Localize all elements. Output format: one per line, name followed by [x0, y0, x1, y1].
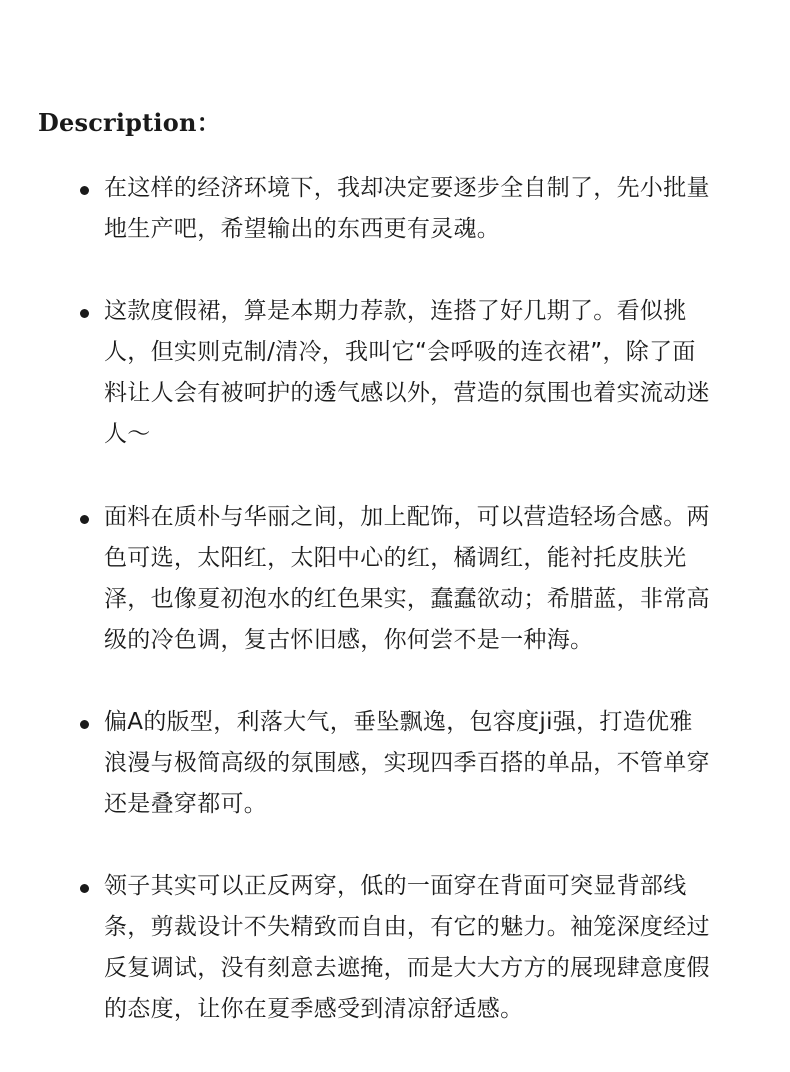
description-heading-label: Description	[38, 108, 197, 137]
bullet-icon	[80, 720, 89, 729]
list-item-text: 面料在质朴与华丽之间，加上配饰，可以营造轻场合感。两色可选，太阳红，太阳中心的红，橘调红，能衬托皮肤光泽，也像夏初泡水的红色果实，蠢蠢欲动；希腊蓝，非常高级的冷色调，复古怀旧感，你何尝不是一种海。	[104, 504, 710, 653]
description-heading-colon: ：	[196, 108, 221, 137]
bullet-icon	[80, 515, 89, 524]
bullet-icon	[80, 884, 89, 893]
list-item-text: 领子其实可以正反两穿，低的一面穿在背面可突显背部线条，剪裁设计不失精致而自由，有它的魅力。袖笼深度经过反复调试，没有刻意去遮掩，而是大大方方的展现肆意度假的态度，让你在夏季感受到清凉舒适感。	[104, 873, 710, 1022]
bullet-icon	[80, 309, 89, 318]
list-item-text: 偏A的版型，利落大气，垂坠飘逸，包容度ji强，打造优雅浪漫与极简高级的氛围感，实现四季百搭的单品，不管单穿还是叠穿都可。	[104, 709, 710, 817]
description-heading	[38, 105, 221, 141]
bullet-icon	[80, 186, 89, 195]
list-item-text: 在这样的经济环境下，我却决定要逐步全自制了，先小批量地生产吧，希望输出的东西更有灵魂。	[104, 175, 710, 242]
list-item-text: 这款度假裙，算是本期力荐款，连搭了好几期了。看似挑人，但实则克制/清冷，我叫它“会呼吸的连衣裙”，除了面料让人会有被呵护的透气感以外，营造的氛围也着实流动迷人～	[104, 298, 710, 447]
